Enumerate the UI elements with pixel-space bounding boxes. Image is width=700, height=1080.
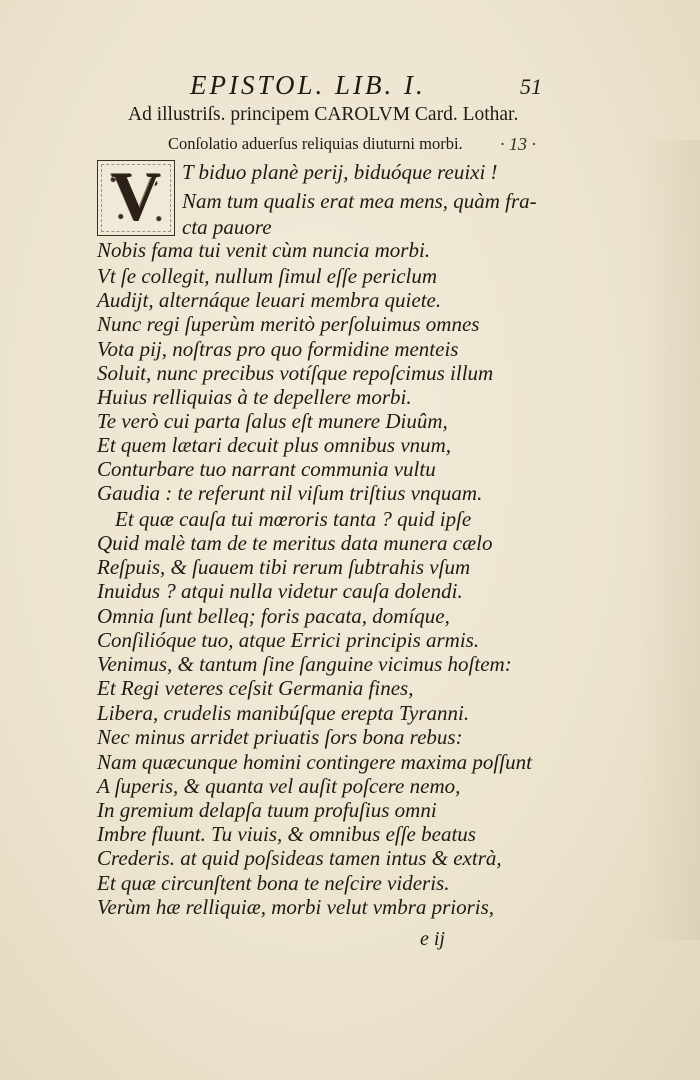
- running-head: EPISTOL. LIB. I.: [190, 70, 426, 100]
- poem-line: Venimus, & tantum ſine ſanguine vicimus hoſtem:: [97, 652, 512, 676]
- poem-line: Crederis. at quid poſsideas tamen intus & extrà,: [97, 846, 502, 870]
- poem-line: T biduo planè perij, biduóque reuixi !: [182, 160, 498, 184]
- poem-line: Gaudia : te referunt nil viſum triſtius vnquam.: [97, 481, 483, 505]
- poem-line: Huius relliquias à te depellere morbi.: [97, 385, 412, 409]
- poem-line: Reſpuis, & ſuauem tibi rerum ſubtrahis vſum: [97, 555, 471, 579]
- catchword: e ij: [420, 928, 445, 950]
- poem-line: Nam tum qualis erat mea mens, quàm fra-: [182, 189, 537, 213]
- poem-line: Quid malè tam de te meritus data munera cælo: [97, 531, 493, 555]
- poem-line: cta pauore: [182, 215, 272, 239]
- poem-line: Nunc regi ſuperùm meritò perſoluimus omnes: [97, 312, 480, 336]
- poem-line: Conſilióque tuo, atque Errici principis armis.: [97, 628, 480, 652]
- poem-line: Te verò cui parta ſalus eſt munere Diuûm,: [97, 409, 448, 433]
- poem-line: Vota pij, noſtras pro quo formidine menteis: [97, 337, 459, 361]
- poem-line: Omnia ſunt belleq; foris pacata, domíque,: [97, 604, 450, 628]
- show-through-shadow: [640, 140, 700, 940]
- poem-line: Verùm hæ relliquiæ, morbi velut vmbra prioris,: [97, 895, 495, 919]
- dedication-heading: Ad illustriſs. principem CAROLVM Card. Lothar.: [128, 104, 519, 125]
- poem-line: Et Regi veteres ceſsit Germania fines,: [97, 676, 414, 700]
- subtitle-heading: Conſolatio aduerſus reliquias diuturni morbi.: [168, 134, 463, 153]
- manuscript-mark: · 13 ·: [500, 134, 536, 154]
- folio-number: 51: [520, 74, 542, 99]
- poem-line: Nec minus arridet priuatis ſors bona rebus:: [97, 725, 463, 749]
- poem-line: Nam quæcunque homini contingere maxima poſſunt: [97, 750, 532, 774]
- poem-line: Conturbare tuo narrant communia vultu: [97, 457, 436, 481]
- poem-line: Nobis fama tui venit cùm nuncia morbi.: [97, 238, 431, 262]
- poem-line: Et quæ circunſtent bona te neſcire videris.: [97, 871, 450, 895]
- poem-line: Vt ſe collegit, nullum ſimul eſſe periclum: [97, 264, 438, 288]
- poem-line: Inuidus ? atqui nulla videtur cauſa dolendi.: [97, 579, 463, 603]
- poem-line: A ſuperis, & quanta vel auſit poſcere nemo,: [97, 774, 461, 798]
- poem-line: In gremium delapſa tuum profuſius omni: [97, 798, 437, 822]
- poem-line: Et quem lætari decuit plus omnibus vnum,: [97, 433, 452, 457]
- poem-line: Libera, crudelis manibúſque erepta Tyranni.: [97, 701, 470, 725]
- poem-line: Imbre fluunt. Tu viuis, & omnibus eſſe beatus: [97, 822, 476, 846]
- poem-line: Audijt, alternáque leuari membra quiete.: [97, 288, 442, 312]
- drop-cap-letter: V: [110, 159, 162, 236]
- ornamental-drop-cap-icon: [97, 160, 175, 236]
- poem-line: Et quæ cauſa tui mœroris tanta ? quid ipſe: [115, 507, 472, 531]
- poem-line: Soluit, nunc precibus votíſque repoſcimus illum: [97, 361, 494, 385]
